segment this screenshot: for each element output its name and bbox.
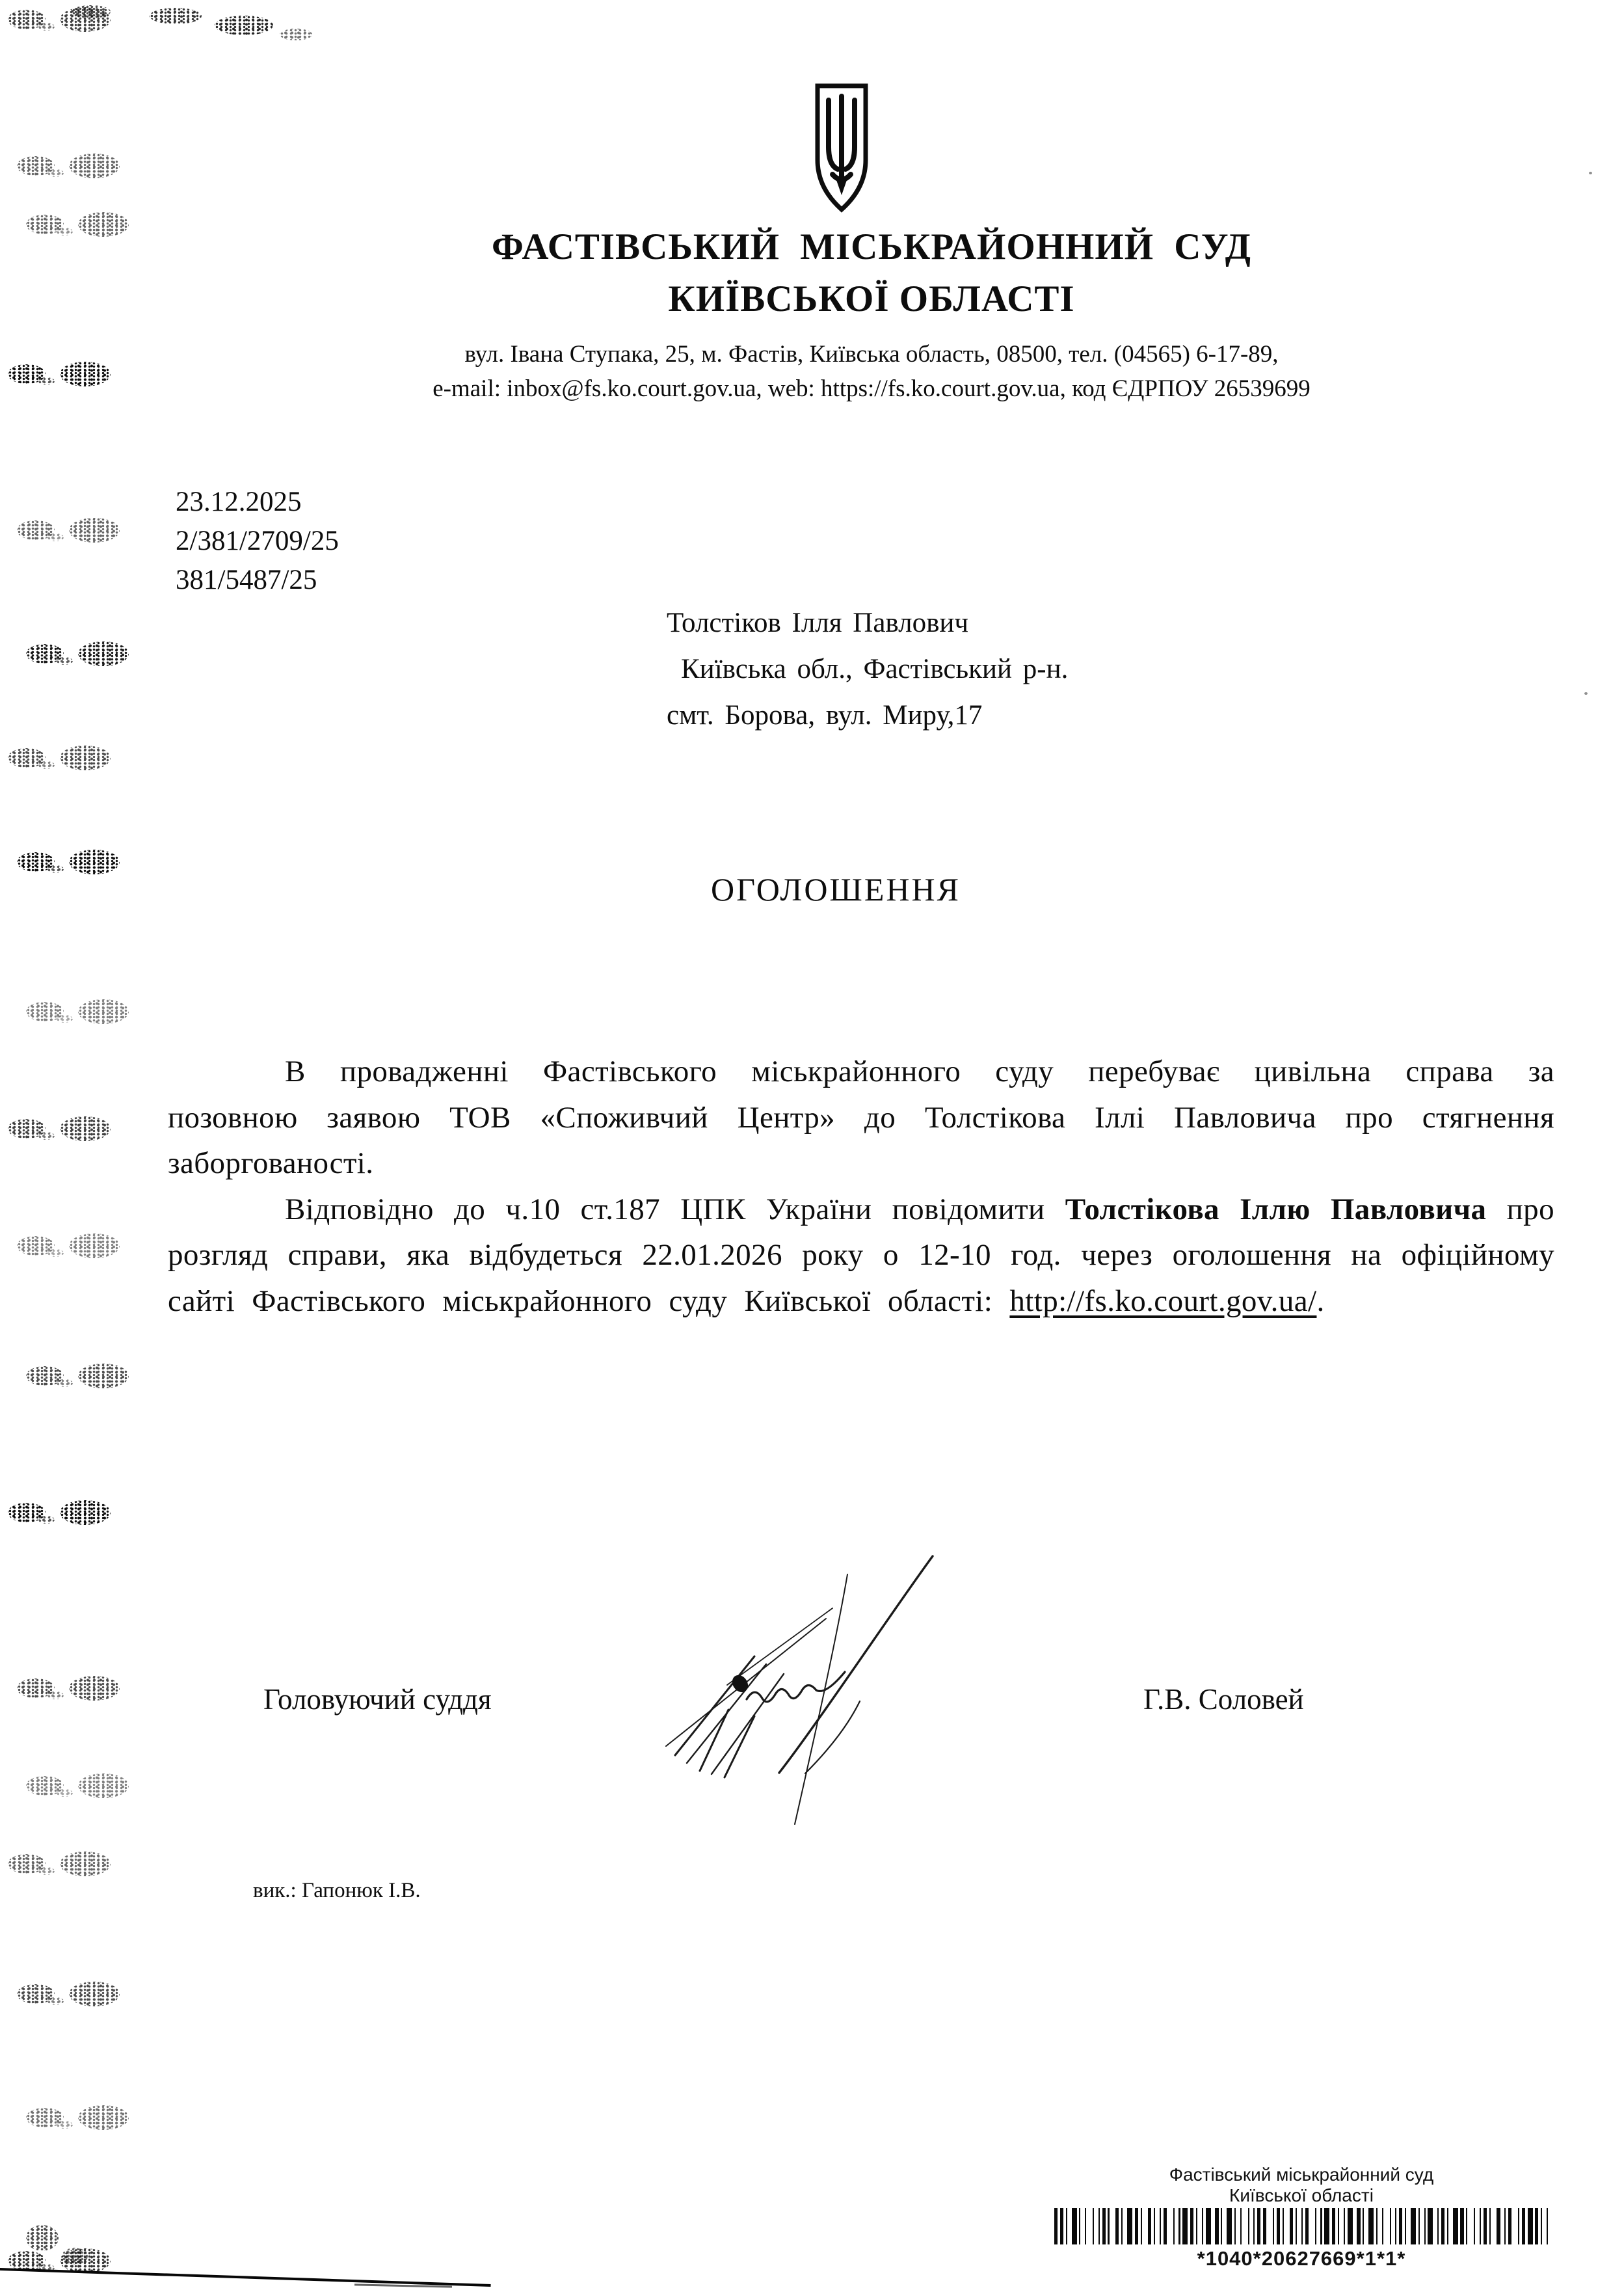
noise-blob	[60, 746, 111, 770]
barcode-bar	[1234, 2208, 1236, 2244]
barcode-bar	[1141, 2208, 1142, 2244]
barcode-bar	[1164, 2208, 1167, 2244]
addressee-street: смт. Борова, вул. Миру,17	[667, 700, 983, 731]
barcode-bar	[1257, 2208, 1260, 2244]
noise-blob	[72, 5, 111, 18]
barcode-bar	[1178, 2208, 1180, 2244]
barcode-bar	[1135, 2208, 1138, 2244]
barcode-bar	[1399, 2208, 1402, 2244]
barcode-bar	[1079, 2208, 1080, 2244]
barcode-bar	[1093, 2208, 1094, 2244]
noise-blob	[60, 362, 111, 386]
footer-stamp	[1045, 2164, 1558, 2270]
barcode-bar	[1060, 2208, 1063, 2244]
barcode-bar	[1474, 2208, 1475, 2244]
barcode-bar	[1154, 2208, 1155, 2244]
p2-period: .	[1316, 1284, 1325, 1318]
addressee-region: Київська обл., Фастівський р-н.	[681, 654, 1069, 684]
barcode-bar	[1376, 2208, 1378, 2244]
judge-handwritten-signature	[649, 1548, 942, 1828]
p2-text-after: про розгляд справи, яка відбудеться 22.01.2026 року о 12-10 год. через оголошення на офіційному сайті Фастівського міськрайонного суду Київської області:	[168, 1192, 1554, 1318]
barcode-bar	[1357, 2208, 1360, 2244]
barcode-bar	[1453, 2208, 1458, 2244]
barcode-bar	[1466, 2208, 1467, 2244]
barcode-bar	[1221, 2208, 1222, 2244]
noise-blob	[69, 518, 120, 543]
doc-number: 381/5487/25	[176, 565, 317, 595]
noise-blob	[78, 2105, 129, 2130]
noise-blob	[280, 29, 312, 40]
noise-blob	[69, 154, 120, 178]
noise-blob	[38, 377, 55, 385]
barcode-bar	[1248, 2208, 1249, 2244]
noise-blob	[38, 1516, 55, 1524]
barcode-bar	[1072, 2208, 1077, 2244]
barcode-bar	[1447, 2208, 1448, 2244]
document-meta	[176, 483, 339, 600]
noise-blob	[69, 1233, 120, 1258]
barcode-bar	[1290, 2208, 1293, 2244]
barcode-bar	[1518, 2208, 1519, 2244]
noise-blob	[38, 1867, 55, 1875]
noise-blob	[60, 1116, 111, 1141]
barcode-bar	[1497, 2208, 1500, 2244]
signature-role-label: Головуючий суддя	[263, 1683, 492, 1716]
barcode-bar	[1547, 2208, 1548, 2244]
barcode-bar	[1437, 2208, 1439, 2244]
barcode-bar	[1160, 2208, 1161, 2244]
noise-blob	[78, 1773, 129, 1798]
barcode-bar	[1085, 2208, 1086, 2244]
body-paragraph-2	[168, 1187, 1554, 1325]
barcode-bar	[1240, 2208, 1242, 2244]
barcode-bar	[1273, 2208, 1274, 2244]
judge-name: Г.В. Соловей	[1143, 1683, 1304, 1716]
noise-blob	[47, 169, 64, 177]
barcode-bar	[1115, 2208, 1119, 2244]
barcode-bar	[1489, 2208, 1491, 2244]
barcode-value: *1040*20627669*1*1*	[1197, 2247, 1406, 2270]
noise-blob	[60, 1500, 111, 1525]
barcode-bar	[1428, 2208, 1433, 2244]
footer-court-line1: Фастівський міськрайонний суд	[1169, 2164, 1434, 2185]
document-body	[168, 1049, 1554, 1324]
barcode-bar	[1206, 2208, 1211, 2244]
noise-blob	[47, 1249, 64, 1257]
document-date: 23.12.2025	[176, 487, 302, 517]
barcode-bar	[1121, 2208, 1123, 2244]
barcode-bar	[1127, 2208, 1132, 2244]
barcode-bar	[1305, 2208, 1309, 2244]
body-paragraph-1: В провадженні Фастівського міськрайонного суду перебуває цивільна справа за позовною заявою ТОВ «Споживчий Центр» до Толстікова Іллі Павловича про стягнення заборгованості.	[168, 1055, 1554, 1180]
barcode-bar	[1315, 2208, 1316, 2244]
barcode-bar	[1338, 2208, 1339, 2244]
noise-blob	[215, 16, 273, 35]
noise-blob	[47, 1691, 64, 1699]
barcode-bar	[1253, 2208, 1255, 2244]
noise-blob	[78, 999, 129, 1024]
barcode-bar	[1418, 2208, 1420, 2244]
barcode-bar	[1480, 2208, 1481, 2244]
trident-point	[836, 178, 847, 195]
court-website-link[interactable]: http://fs.ko.court.gov.ua/	[1009, 1284, 1317, 1318]
noise-blob	[38, 1132, 55, 1140]
noise-blob	[56, 1015, 73, 1023]
court-address-line: вул. Івана Ступака, 25, м. Фастів, Київська область, 08500, тел. (04565) 6-17-89,	[464, 341, 1279, 368]
barcode-bar	[1296, 2208, 1297, 2244]
barcode-bar	[1066, 2208, 1067, 2244]
barcode-bar	[1363, 2208, 1364, 2244]
barcode-bar	[1535, 2208, 1538, 2244]
noise-blob	[150, 8, 202, 24]
noise-blob	[69, 1676, 120, 1701]
barcode-bar	[1320, 2208, 1322, 2244]
court-contacts-line: e-mail: inbox@fs.ko.court.gov.ua, web: https://fs.ko.court.gov.ua, код ЄДРПОУ 26539699	[433, 375, 1311, 402]
barcode-bar	[1173, 2208, 1175, 2244]
noise-blob	[56, 1789, 73, 1797]
barcode-bar	[1263, 2208, 1266, 2244]
barcode-bar	[1108, 2208, 1109, 2244]
footer-court-line2: Київської області	[1229, 2185, 1374, 2205]
court-contact-block	[117, 337, 1624, 406]
barcode-bar	[1528, 2208, 1533, 2244]
barcode-bar	[1348, 2208, 1353, 2244]
ukraine-trident-emblem-icon	[809, 82, 874, 216]
barcode-bar	[1283, 2208, 1284, 2244]
barcode-bar	[1411, 2208, 1416, 2244]
noise-blob	[47, 865, 64, 873]
barcode-bar	[1504, 2208, 1506, 2244]
court-name-line2: КИЇВСЬКОЇ ОБЛАСТІ	[668, 278, 1075, 319]
barcode-bar	[1277, 2208, 1280, 2244]
barcode-bar	[1508, 2208, 1511, 2244]
noise-blob	[78, 641, 129, 666]
barcode-bar	[1368, 2208, 1374, 2244]
noise-blob	[78, 212, 129, 237]
p2-defendant-name: Толстікова Іллю Павловича	[1065, 1192, 1487, 1226]
noise-blob	[38, 23, 55, 31]
barcode-bar	[1148, 2208, 1151, 2244]
noise-blob	[26, 2225, 59, 2251]
barcode-bar	[1344, 2208, 1345, 2244]
barcode	[1054, 2208, 1549, 2244]
barcode-bar	[1102, 2208, 1106, 2244]
barcode-bar	[1182, 2208, 1188, 2244]
scan-edge-line	[0, 2268, 491, 2287]
scan-speck	[1584, 692, 1588, 695]
barcode-bar	[1405, 2208, 1406, 2244]
barcode-bar	[1484, 2208, 1487, 2244]
noise-blob	[69, 850, 120, 874]
barcode-bar	[1054, 2208, 1058, 2244]
barcode-bar	[1190, 2208, 1193, 2244]
document-title: ОГОЛОШЕННЯ	[711, 871, 961, 908]
barcode-bar	[1441, 2208, 1444, 2244]
executor-note: вик.: Гапонюк І.В.	[253, 1879, 421, 1902]
barcode-bar	[1301, 2208, 1303, 2244]
court-name-line1: ФАСТІВСЬКИЙ МІСЬКРАЙОННИЙ СУД	[492, 226, 1251, 267]
p2-text-before: Відповідно до ч.10 ст.187 ЦПК України повідомити	[285, 1192, 1065, 1226]
case-number: 2/381/2709/25	[176, 526, 339, 556]
addressee-block	[667, 600, 1068, 738]
barcode-bar	[1196, 2208, 1197, 2244]
scan-speck	[1589, 172, 1592, 174]
barcode-bar	[1382, 2208, 1383, 2244]
barcode-bar	[1215, 2208, 1218, 2244]
noise-blob	[78, 1364, 129, 1388]
barcode-bar	[1324, 2208, 1329, 2244]
barcode-bar	[1395, 2208, 1396, 2244]
noise-blob	[69, 1982, 120, 2006]
noise-blob	[62, 2248, 88, 2265]
barcode-bar	[1460, 2208, 1463, 2244]
noise-blob	[56, 1379, 73, 1387]
barcode-bar	[1098, 2208, 1100, 2244]
noise-blob	[56, 2121, 73, 2129]
barcode-bar	[1332, 2208, 1335, 2244]
noise-blob	[60, 1852, 111, 1876]
noise-blob	[47, 533, 64, 541]
addressee-name: Толстіков Ілля Павлович	[667, 608, 969, 638]
barcode-bar	[1390, 2208, 1391, 2244]
noise-blob	[56, 228, 73, 236]
noise-blob	[47, 1997, 64, 2005]
court-name	[117, 221, 1624, 325]
noise-blob	[56, 657, 73, 665]
barcode-bar	[1424, 2208, 1426, 2244]
barcode-bar	[1202, 2208, 1203, 2244]
noise-blob	[38, 761, 55, 769]
barcode-bar	[1541, 2208, 1542, 2244]
barcode-bar	[1227, 2208, 1232, 2244]
barcode-bar	[1522, 2208, 1525, 2244]
